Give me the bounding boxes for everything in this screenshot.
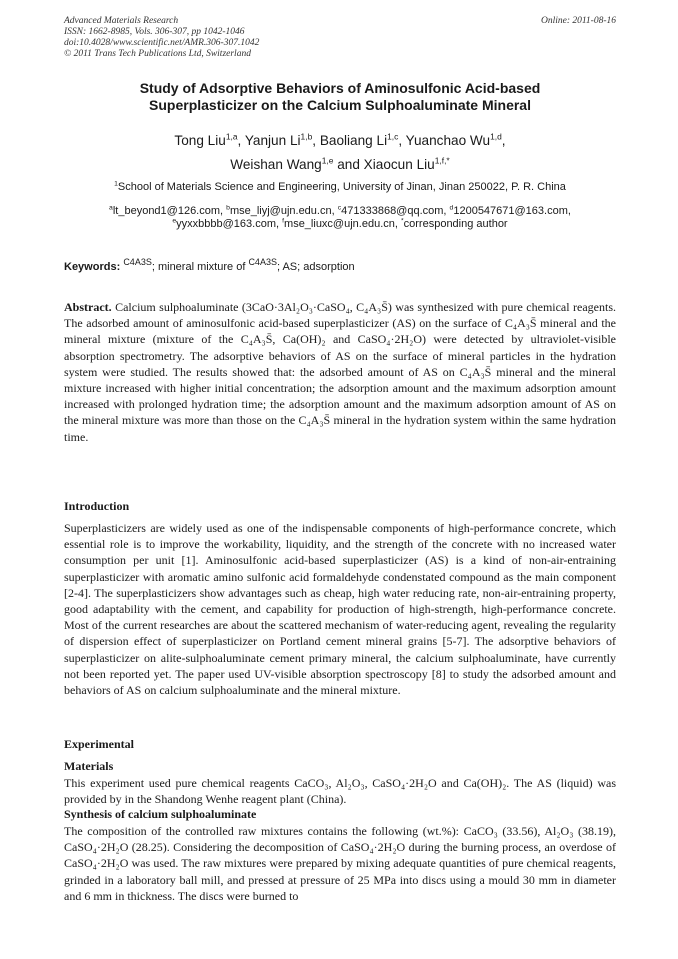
keyword-text: ; mineral mixture of: [151, 261, 249, 273]
issn-line: ISSN: 1662-8985, Vols. 306-307, pp 1042-1046: [64, 27, 245, 37]
author-affil-sup: 1,c: [387, 131, 399, 142]
materials-text: This experiment used pure chemical reagents CaCO₃, Al₂O₃, CaSO₄·2H₂O and Ca(OH)₂. The AS (liquid) was provided by in the Shandong Wenhe reagent plant (China).: [64, 776, 616, 807]
introduction-text: Superplasticizers are widely used as one of the indispensable components of high-performance concrete, which essential role is to improve the workability, liquidity, and the strength of the concrete with no increased water consumption per unit [1]. Aminosulfonic acid-based superplasticizer (AS) is a kind of non-air-entraining superplasticizer with aromatic amino sulfonic acid formaldehyde condenstated compound as the main component [2-4]. The superplasticizers show advantages such as cheap, high water reducing rate, non-air-entraining property, good adaptability with the cement, and capability for production of high-strength, high-performance concrete. Most of the current researches are about the scattered mechanism of water-reducing agent, revealing the regularity of dispersion effect of superplasticizer on Portland cement mineral grains [5-7]. The adsorptive behaviors of superplasticizer on alite-sulphoaluminate cement primary mineral, the calcium sulphoaluminate, have currently not been reported yet. The paper used UV-visible absorption spectroscopy [8] to study the adsorbed amount and behaviors of AS on calcium sulphoaluminate and the mineral mixture.: [64, 521, 616, 698]
copyright-line: © 2011 Trans Tech Publications Ltd, Switzerland: [64, 49, 251, 59]
subsection-heading-synthesis: Synthesis of calcium sulphoaluminate: [64, 807, 257, 821]
email-address: mse_liyj@ujn.edu.cn,: [229, 205, 338, 217]
author-line-1: [64, 129, 616, 153]
author-name: Baoliang Li: [319, 133, 388, 148]
email-address: corresponding author: [403, 218, 508, 230]
title-line-1: Study of Adsorptive Behaviors of Aminosulfonic Acid-based: [139, 80, 541, 96]
author-name: Yanjun Li: [244, 133, 301, 148]
email-address: mse_liuxc@ujn.edu.cn,: [284, 218, 401, 230]
email-address: lt_beyond1@126.com,: [112, 205, 227, 217]
email-address: 1200547671@163.com,: [453, 205, 571, 217]
author-list: [64, 129, 616, 177]
author-separator: ,: [312, 133, 320, 148]
affiliation: [64, 181, 616, 194]
author-name: Yuanchao Wu: [405, 133, 491, 148]
email-address: yyxxbbbb@163.com,: [176, 218, 283, 230]
email-sup: b: [226, 204, 230, 212]
affiliation-text: School of Materials Science and Engineering, University of Jinan, Jinan 250022, P. R. China: [117, 181, 566, 193]
online-date: Online: 2011-08-16: [540, 16, 616, 26]
author-affil-sup: 1,d: [490, 131, 502, 142]
email-sup: d: [449, 204, 454, 212]
paper-title: [64, 80, 616, 114]
author-affil-sup: 1,b: [300, 131, 313, 142]
formula-c4a3s: C4A3S: [248, 257, 277, 267]
author-separator: ,: [237, 133, 245, 148]
doi-line: doi:10.4028/www.scientific.net/AMR.306-307.1042: [64, 38, 260, 48]
email-sup: *: [400, 217, 404, 225]
author-separator: ,: [501, 133, 506, 148]
email-sup: e: [172, 217, 177, 225]
journal-name: Advanced Materials Research: [64, 16, 179, 26]
journal-header: [64, 16, 616, 60]
abstract-label: Abstract.: [64, 300, 112, 314]
synthesis-text: The composition of the controlled raw mixtures contains the following (wt.%): CaCO₃ (33.56), Al₂O₃ (38.19), CaSO₄·2H₂O (28.25). Considering the decomposition of CaSO₄·2H₂O during the burning process, an overdose of CaSO₄·2H₂O was used. The raw mixtures were prepared by mixing adequate quantities of pure chemical reagents, grinded in a laboratory ball mill, and pressed at pressure of 25 MPa into discs using a mould 30 mm in diameter and 6 mm in thickness. The discs were burned to: [64, 824, 616, 903]
email-address: 471333868@qq.com,: [341, 205, 450, 217]
email-sup: a: [109, 204, 113, 212]
author-affil-sup: 1,f,*: [434, 155, 450, 166]
author-name: Tong Liu: [174, 133, 226, 148]
keywords-label: Keywords:: [64, 261, 121, 273]
email-list: [64, 205, 616, 231]
author-separator: ,: [398, 133, 406, 148]
section-heading-experimental: Experimental: [64, 737, 134, 751]
abstract-text: Calcium sulphoaluminate (3CaO·3Al₂O₃·CaSO₄, C₄A₃S̄) was synthesized with pure chemical reagents. The adsorbed amount of aminosulfonic acid-based superplasticizer (AS) on the surface of C₄A₃S̄ mineral and the mineral mixture (mixture of the C₄A₃S̄, Ca(OH)₂ and CaSO₄·2H₂O) were detected by ultraviolet-visible absorption spectrometry. The adsorptive behaviors of AS on the surface of mineral particles in the hydration system were studied. The results showed that: the adsorbed amount of AS on C₄A₃S̄ mineral and the mineral mixture increased with higher initial concentration; the adsorption amount and the maximum adsorption amount increased with prolonged hydration time; the adsorption amount and the maximum adsorption amount of AS on the mineral mixture was more than those on the C₄A₃S̄ mineral in the hydration system within the same hydration time.: [64, 300, 616, 444]
author-affil-sup: 1,a: [225, 131, 238, 142]
abstract: [64, 299, 616, 445]
keywords: [64, 258, 616, 276]
author-name: Xiaocun Liu: [363, 157, 435, 172]
affiliation-sup: 1: [114, 180, 118, 188]
formula-c4a3s: C4A3S: [123, 257, 152, 267]
title-line-2: Superplasticizer on the Calcium Sulphoaluminate Mineral: [149, 97, 531, 113]
keyword-text: ; AS; adsorption: [276, 261, 355, 273]
subsection-heading-materials: Materials: [64, 759, 114, 773]
section-heading-introduction: Introduction: [64, 499, 130, 513]
email-line-1: [64, 205, 616, 218]
author-name: Weishan Wang: [230, 157, 322, 172]
email-sup: f: [282, 217, 285, 225]
email-sup: c: [337, 204, 342, 212]
author-affil-sup: 1,e: [321, 155, 334, 166]
email-line-2: [64, 218, 616, 231]
author-conjunction: and: [333, 157, 364, 172]
author-line-2: [64, 153, 616, 177]
